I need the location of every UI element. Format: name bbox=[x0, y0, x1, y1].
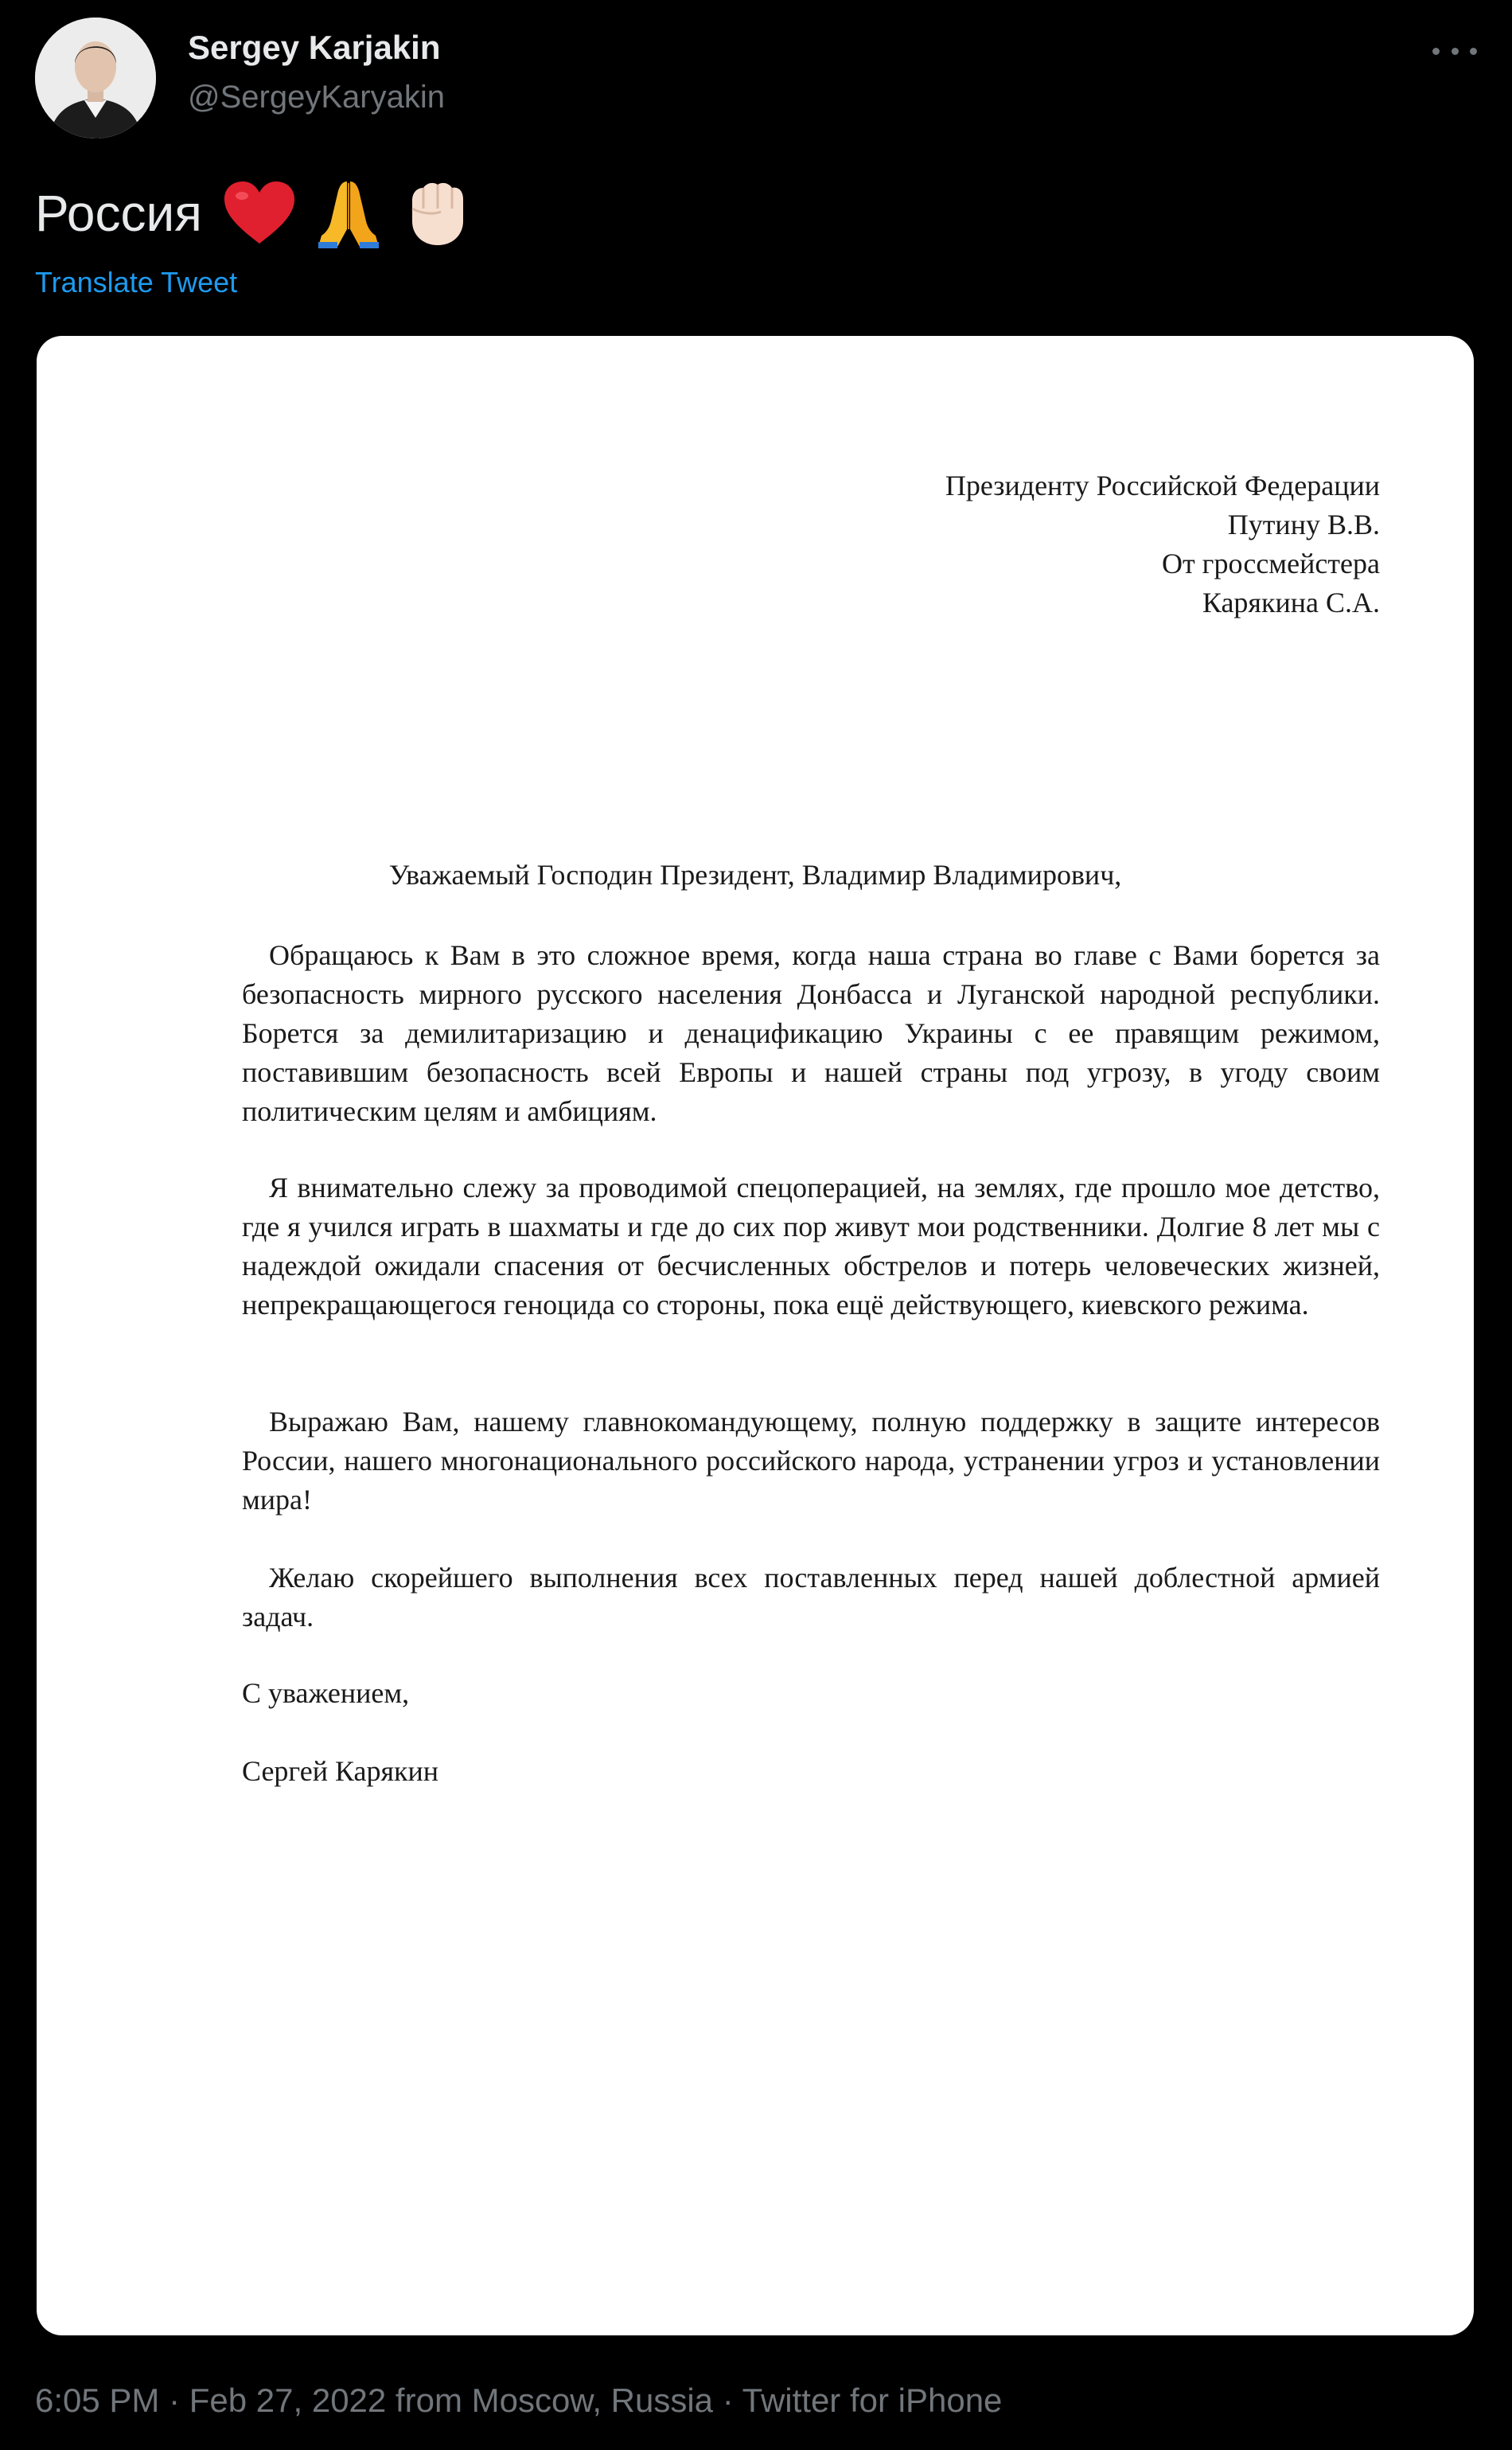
folded-hands-icon bbox=[310, 177, 387, 250]
tweet-media-letter[interactable] bbox=[37, 336, 1474, 2335]
letter-paragraph: Желаю скорейшего выполнения всех поставленных перед нашей доблестной армией задач. bbox=[242, 1562, 1380, 1633]
author-handle[interactable]: @SergeyKaryakin bbox=[188, 80, 445, 115]
translate-tweet-link[interactable]: Translate Tweet bbox=[35, 266, 238, 298]
avatar[interactable] bbox=[35, 18, 156, 138]
author-name[interactable]: Sergey Karjakin bbox=[188, 29, 441, 66]
letter-paragraph: Я внимательно слежу за проводимой спецоперацией, на землях, где прошло мое детство, где я учился играть в шахматы и где до сих пор живут мои родственники. Долгие 8 лет мы с надеждой ожидали спасения от бесчисленных обстрелов и потерь человеческих жизней, непрекращающегося геноцида со стороны, пока ещё действующего, киевского режима. bbox=[242, 1172, 1380, 1321]
tweet-text-content: Россия bbox=[35, 185, 202, 242]
letter-paragraph: Выражаю Вам, нашему главнокомандующему, полную поддержку в защите интересов России, нашего многонационального российского народа, устранении угроз и установлении мира! bbox=[242, 1406, 1380, 1516]
more-options-icon[interactable] bbox=[1432, 35, 1477, 67]
tweet-timestamp[interactable]: 6:05 PM · Feb 27, 2022 from Moscow, Russia · Twitter for iPhone bbox=[35, 2382, 1003, 2419]
address-line: Президенту Российской Федерации bbox=[945, 470, 1380, 501]
letter-closing: С уважением, bbox=[242, 1677, 410, 1709]
raised-fist-icon bbox=[401, 177, 471, 250]
address-line: Карякина С.А. bbox=[1202, 587, 1380, 618]
address-line: От гроссмейстера bbox=[1161, 548, 1380, 579]
tweet-text bbox=[35, 177, 471, 250]
letter-signature: Сергей Карякин bbox=[242, 1755, 439, 1787]
letter-address bbox=[945, 466, 1380, 622]
letter-salutation: Уважаемый Господин Президент, Владимир Владимирович, bbox=[388, 859, 1122, 891]
address-line: Путину В.В. bbox=[1227, 509, 1380, 540]
red-heart-icon bbox=[223, 180, 296, 247]
letter-paragraph: Обращаюсь к Вам в это сложное время, когда наша страна во главе с Вами борется за безопасность мирного русского населения Донбасса и Луганской народной республики. Борется за демилитаризацию и денацификацию Украины с ее правящим режимом, поставившим безопасность всей Европы и нашей страны под угрозу, в угоду своим политическим целям и амбициям. bbox=[242, 939, 1380, 1127]
